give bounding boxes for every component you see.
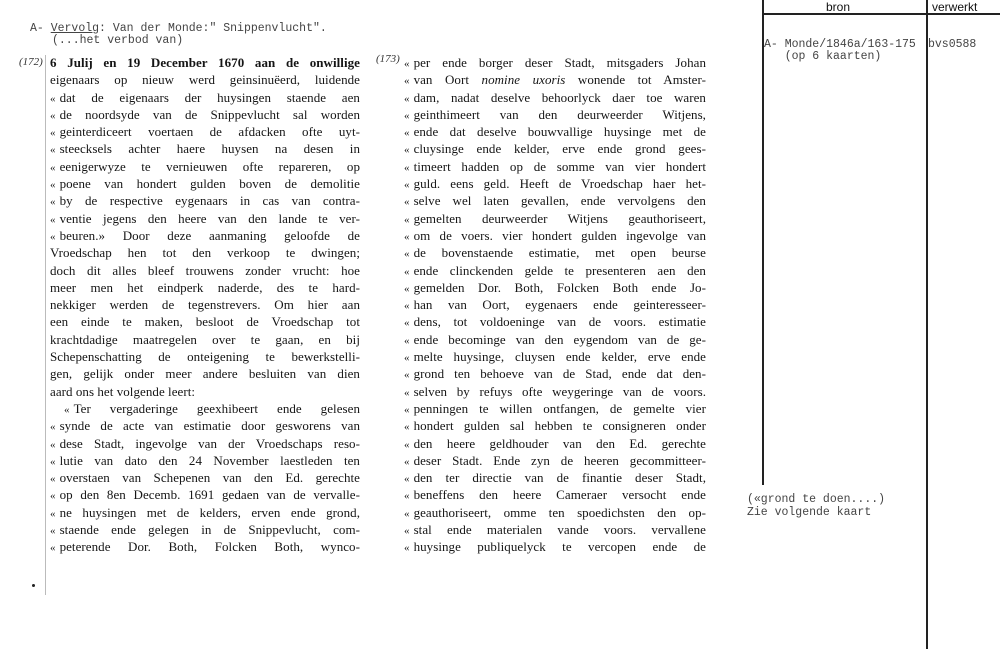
text-line — [50, 400, 360, 417]
text-line — [404, 210, 706, 227]
quote-mark: « — [404, 490, 410, 503]
text-line — [404, 435, 706, 452]
quote-mark: « — [404, 455, 410, 468]
text-line-content: den ter directie van de finantie deser Stadt, — [413, 470, 706, 486]
text-line-content: overstaen van Schepenen van den Ed. gerechte — [59, 470, 360, 486]
text-line — [50, 175, 360, 192]
quote-mark: « — [404, 248, 410, 261]
text-line-content: aard ons het volgende leert: — [50, 383, 196, 399]
quote-mark: « — [404, 196, 410, 209]
text-line — [404, 296, 706, 313]
text-line-content: grond ten behoeve van de Stad, ende dat den- — [413, 366, 706, 382]
text-line-content: om de voers. vier hondert gulden ingevolge van — [413, 227, 706, 243]
quote-mark: « — [404, 542, 410, 555]
text-line — [50, 452, 360, 469]
text-line-content: poene van hondert gulden boven de demolitie — [59, 176, 360, 192]
text-line-content: synde de acte van estimatie door gesworens van — [59, 418, 360, 434]
text-line — [404, 486, 706, 503]
quote-mark: « — [404, 473, 410, 486]
quote-mark: « — [404, 507, 410, 520]
verwerkt-cell: bvs0588 — [928, 38, 977, 51]
quote-mark: « — [50, 92, 56, 105]
note-line-2: Zie volgende kaart — [747, 506, 872, 519]
header-vervolg: Vervolg — [50, 22, 100, 35]
text-line — [50, 54, 360, 71]
quote-mark: « — [50, 525, 56, 538]
quote-mark: « — [404, 438, 410, 451]
text-line-content: geinthimeert van den deurweerder Witjens, — [413, 106, 706, 122]
text-line-content: melte huysinge, cluysen ende kelder, erve ende — [413, 349, 706, 365]
text-line — [404, 262, 706, 279]
bron-reference: A- Monde/1846a/163-175 — [764, 38, 916, 51]
text-line-content: gen, gelijk onder meer andere besluiten van dien — [50, 366, 360, 382]
text-line — [404, 538, 706, 555]
text-line-content: gemelten deurweerder Witjens geauthoriseert, — [413, 210, 706, 226]
quote-mark: « — [50, 230, 56, 243]
page-number-172: (172) — [19, 56, 43, 68]
text-line — [404, 227, 706, 244]
quote-mark: « — [50, 421, 56, 434]
text-line — [50, 521, 360, 538]
text-column-left — [50, 54, 360, 556]
text-line-content: geinterdiceert voertaen de afdacken ofte uyt- — [59, 124, 360, 140]
text-line — [50, 123, 360, 140]
text-line-content: timeert hadden op de somme van vier hondert — [413, 158, 706, 174]
quote-mark: « — [50, 213, 56, 226]
text-line — [404, 417, 706, 434]
text-line — [404, 279, 706, 296]
text-line-content: dens, tot voldoeninge van de voors. estimatie — [413, 314, 706, 330]
text-line — [50, 244, 360, 261]
text-line-content: op den 8en Decemb. 1691 gedaen van de vervalle- — [59, 487, 360, 503]
text-line — [50, 313, 360, 330]
text-line-content: krachtdadige maatregelen over te gaan, en bij — [50, 331, 360, 347]
quote-mark: « — [404, 92, 410, 105]
bron-cell — [764, 39, 916, 63]
text-line — [50, 348, 360, 365]
text-line — [404, 383, 706, 400]
quote-mark: « — [404, 300, 410, 313]
header-prefix: A- — [30, 22, 51, 35]
speck — [32, 584, 35, 587]
quote-mark: « — [404, 161, 410, 174]
text-line-content: nekkiger werden de tegenstrevers. Om hier aan — [50, 297, 360, 313]
quote-mark: « — [50, 473, 56, 486]
text-line — [50, 365, 360, 382]
column-header-verwerkt: verwerkt — [932, 0, 978, 14]
text-line-content: stal ende materialen vande voors. vervallene — [413, 522, 706, 538]
text-line-content: by de respective eygenaars in cas van contra- — [59, 193, 360, 209]
quote-mark: « — [404, 213, 410, 226]
text-line-content: guld. eens geld. Heeft de Vroedschap haer het- — [413, 176, 706, 192]
quote-mark: « — [404, 109, 410, 122]
text-line-content: den heere geldhouder van den Ed. gerechte — [413, 435, 706, 451]
quote-mark: « — [404, 230, 410, 243]
text-line-content: beuren.» Door deze aanmaning geloofde de — [59, 227, 360, 243]
text-line-content: 6 Julij en 19 December 1670 aan de onwillige — [50, 55, 360, 70]
text-line — [404, 158, 706, 175]
text-line-content: selven by refuys ofte weygeringe van de voors. — [413, 383, 706, 399]
text-line — [404, 452, 706, 469]
text-line — [404, 244, 706, 261]
text-line — [50, 383, 360, 400]
header-subtitle: (...het verbod van) — [52, 34, 184, 47]
quote-mark: « — [50, 144, 56, 157]
text-line-content: han van Oort, eygenaers ende geinteresseer- — [413, 297, 706, 313]
text-line — [404, 400, 706, 417]
text-line-content: gemelden Dor. Both, Folcken Both ende Jo- — [413, 279, 706, 295]
margin-rule — [45, 55, 46, 595]
text-line-content: Vroedschap hen tot den verkoop te dwingen; — [50, 245, 360, 261]
quote-mark: « — [50, 127, 56, 140]
text-line — [50, 158, 360, 175]
text-line — [50, 227, 360, 244]
text-line-content: cluysinge ende kelder, erve ende grond gees- — [413, 141, 706, 157]
text-line — [404, 521, 706, 538]
quote-mark: « — [404, 403, 410, 416]
text-line-content: hondert gulden sal hebben te consigneren onder — [413, 418, 706, 434]
quote-mark: « — [404, 317, 410, 330]
quote-mark: « — [50, 542, 56, 555]
text-line — [404, 504, 706, 521]
text-line — [50, 417, 360, 434]
quote-mark: « — [404, 127, 410, 140]
table-left-border — [762, 0, 764, 485]
text-line — [50, 106, 360, 123]
note-line-1: («grond te doen....) — [747, 493, 886, 506]
text-line — [50, 296, 360, 313]
quote-mark: « — [50, 507, 56, 520]
quote-mark: « — [404, 525, 410, 538]
text-line-content: beneffens den heere Cameraer versocht ende — [413, 487, 706, 503]
quote-mark: « — [50, 196, 56, 209]
quote-mark: « — [404, 334, 410, 347]
quote-mark: « — [64, 403, 70, 416]
table-column-divider — [926, 0, 928, 649]
text-line — [404, 313, 706, 330]
text-line — [404, 365, 706, 382]
text-line — [50, 140, 360, 157]
column-header-bron: bron — [826, 0, 851, 14]
text-line-content: selve wel laten gevallen, ende vervolgens den — [413, 193, 706, 209]
text-line — [50, 331, 360, 348]
quote-mark: « — [50, 438, 56, 451]
text-line — [50, 262, 360, 279]
text-line-content: ende becominge van den eygendom van de ge- — [413, 331, 706, 347]
text-line-content: Ter vergaderinge geexhibeert ende gelesen — [73, 400, 360, 416]
text-line — [404, 331, 706, 348]
text-line — [404, 469, 706, 486]
text-line-content: geauthoriseert, omme ten spoedichsten den op- — [413, 504, 706, 520]
text-line — [404, 140, 706, 157]
quote-mark: « — [50, 161, 56, 174]
text-column-right — [404, 54, 706, 556]
text-line-content: doch dit alles bleef trouwens zonder vrucht: hoe — [50, 262, 360, 278]
text-line-content: huysinge publiquelyck te vercopen ende de — [413, 539, 706, 555]
text-line-content: lutie van dato den 24 November laestleden ten — [59, 452, 360, 468]
quote-mark: « — [50, 455, 56, 468]
text-line — [404, 89, 706, 106]
quote-mark: « — [404, 179, 410, 192]
page-number-173: (173) — [376, 53, 400, 65]
text-line-content: ne huysingen met de kelders, erven ende grond, — [59, 504, 360, 520]
text-line-content: steecksels achter haere huysen na desen in — [59, 141, 360, 157]
text-line-content: van Oort nomine uxoris wonende tot Amster- — [413, 72, 706, 88]
text-line-content: de bovenstaende estimatie, met open beurse — [413, 245, 706, 261]
text-line — [50, 192, 360, 209]
header-title: : Van der Monde:" Snippenvlucht". — [99, 22, 327, 35]
quote-mark: « — [50, 179, 56, 192]
text-line — [50, 435, 360, 452]
quote-mark: « — [404, 144, 410, 157]
text-line — [50, 89, 360, 106]
text-line-content: eenigerwyze te vernieuwen ofte repareren, op — [59, 158, 360, 174]
text-line-content: staende ende gelegen in de Snippevlucht, com- — [59, 522, 360, 538]
text-line — [50, 469, 360, 486]
quote-mark: « — [404, 265, 410, 278]
text-line — [404, 71, 706, 88]
text-line-content: meer men het eindperk naderde, des te hard- — [50, 279, 360, 295]
text-line-content: ventie jegens den heere van den lande te ver- — [59, 210, 360, 226]
text-line — [50, 538, 360, 555]
quote-mark: « — [404, 369, 410, 382]
text-line-content: een einde te maken, besloot de Vroedschap tot — [50, 314, 360, 330]
text-line — [404, 106, 706, 123]
text-line-content: dese Stadt, ingevolge van der Vroedschaps reso- — [59, 435, 360, 451]
text-line-content: Schepenschatting de onteigening te bewerkstelli- — [50, 349, 360, 365]
text-line-content: peterende Dor. Both, Folcken Both, wynco- — [59, 539, 360, 555]
text-line — [404, 192, 706, 209]
quote-mark: « — [50, 490, 56, 503]
text-line-content: dat de eigenaars der huysingen staende aen — [59, 89, 360, 105]
text-line-content: dam, nadat deselve behoorlyck daer toe waren — [413, 89, 706, 105]
text-line-content: ende dat deselve bouwvallige huysinge met de — [413, 124, 706, 140]
quote-mark: « — [50, 109, 56, 122]
text-line-content: per ende borger deser Stadt, mitsgaders Johan — [413, 55, 706, 70]
text-line — [404, 348, 706, 365]
text-line — [50, 486, 360, 503]
text-line — [404, 123, 706, 140]
text-line-content: eigenaars op nieuw werd geinsinuëerd, luidende — [50, 72, 360, 88]
quote-mark: « — [404, 75, 410, 88]
text-line — [50, 71, 360, 88]
text-line — [404, 54, 706, 71]
quote-mark: « — [404, 386, 410, 399]
text-line-content: penningen te willen ontfangen, de gemelte vier — [413, 400, 706, 416]
text-line — [50, 210, 360, 227]
text-line — [404, 175, 706, 192]
continuation-note — [747, 493, 885, 519]
bron-note: (op 6 kaarten) — [764, 50, 882, 63]
text-line-content: deser Stadt. Ende zyn de heeren gecommitteer- — [413, 452, 706, 468]
quote-mark: « — [404, 352, 410, 365]
quote-mark: « — [404, 421, 410, 434]
quote-mark: « — [404, 58, 410, 70]
text-line-content: de noordsyde van de Snippevlucht sal worden — [59, 106, 360, 122]
text-line — [50, 279, 360, 296]
text-line-content: ende clinckenden gelde te presenteren aen den — [413, 262, 706, 278]
text-line — [50, 504, 360, 521]
quote-mark: « — [404, 282, 410, 295]
